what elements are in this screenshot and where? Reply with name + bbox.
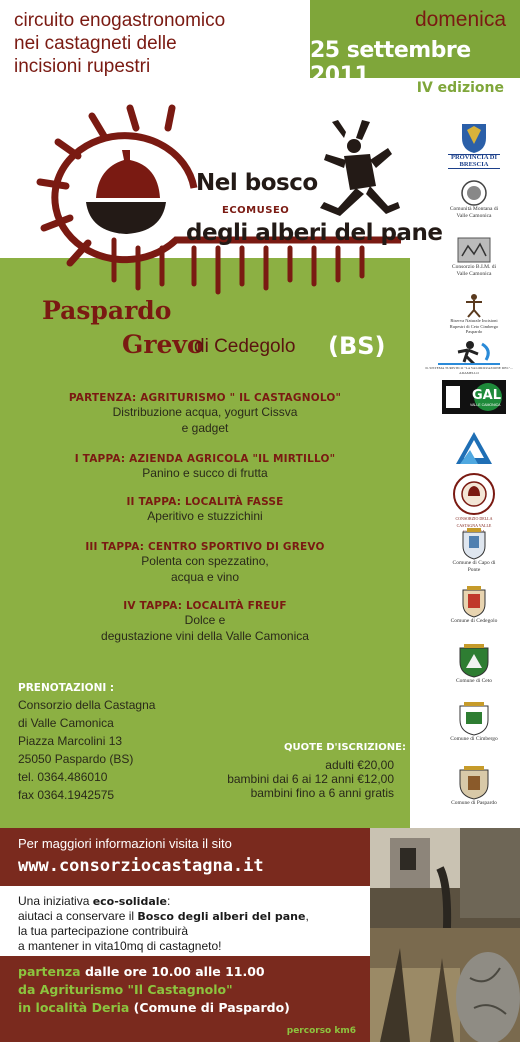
rock-figure-icon	[460, 292, 488, 318]
eco-highlight: eco-solidale	[92, 895, 167, 908]
route-length: percorso km6	[286, 1026, 356, 1036]
engraving-icon	[456, 236, 492, 264]
mountains-icon	[454, 430, 494, 466]
logo-caption: CONSORZIO DELLA CASTAGNA VALLE	[455, 516, 493, 528]
logo-caption: Comune di Cimbergo	[450, 736, 498, 742]
booking-line: di Valle Camonica	[18, 716, 114, 730]
booking-heading: PRENOTAZIONI :	[18, 682, 115, 694]
header-line-1: circuito enogastronomico	[14, 10, 226, 31]
event-date: 25 settembre 2011	[310, 38, 471, 88]
gal-label: GAL	[472, 388, 502, 403]
logo-consorzio-bim	[448, 236, 500, 277]
eco-line-3: la tua partecipazione contribuirà	[18, 924, 189, 938]
logo-caption: Comune di Capo di Ponte	[452, 560, 496, 573]
stage-desc: Polenta con spezzatino,	[141, 554, 269, 568]
fee-line: bambini dai 6 ai 12 anni €12,00	[227, 772, 394, 786]
stage-title: III TAPPA: CENTRO SPORTIVO DI GREVO	[85, 541, 325, 553]
stage-title: IV TAPPA: LOCALITÀ FREUF	[123, 600, 287, 612]
departure-section	[0, 956, 370, 1042]
departure-label: partenza	[18, 964, 81, 979]
coat-of-arms-icon	[459, 120, 489, 154]
departure-place: in località Deria	[18, 1000, 130, 1015]
eco-solidale-section	[0, 886, 370, 956]
logo-caption: Comune di Paspardo	[451, 800, 497, 806]
runner-figure-icon	[438, 340, 500, 366]
stage-desc: Panino e succo di frutta	[142, 466, 268, 480]
logo-caption: Consorzio B.I.M. di Valle Camonica	[451, 264, 497, 277]
eco-text: :	[166, 894, 171, 908]
event-title-line-1: Nel bosco	[196, 170, 318, 196]
photo-collage-image	[370, 828, 520, 1042]
logo-caption: Comune di Cedegolo	[450, 618, 498, 624]
stage-title: II TAPPA: LOCALITÀ FASSE	[126, 496, 284, 508]
stage-start	[0, 392, 410, 436]
website-link[interactable]: www.consorziocastagna.it	[18, 856, 264, 876]
departure-line-3	[18, 1000, 290, 1015]
logo-caption: Comune di Ceto	[455, 678, 493, 684]
chestnut-wood-photo	[370, 828, 520, 1042]
booking-line: Consorzio della Castagna	[18, 698, 156, 712]
departure-time: dalle ore 10.00 alle 11.00	[80, 964, 265, 979]
stage-desc: degustazione vini della Valle Camonica	[101, 629, 309, 643]
logo-gal	[442, 380, 506, 414]
stage-desc: e gadget	[181, 421, 229, 435]
logo-comune-paspardo	[448, 764, 500, 807]
booking-line: 25050 Paspardo (BS)	[18, 752, 134, 766]
header-line-3: incisioni rupestri	[14, 56, 151, 77]
place-paspardo: Paspardo	[42, 296, 172, 325]
gal-sublabel: VALLE CAMONICA	[470, 403, 501, 407]
coat-of-arms-icon	[459, 584, 489, 618]
header-line-2: nei castagneti delle	[14, 33, 177, 54]
place-province: (BS)	[328, 332, 386, 360]
edition-label: IV edizione	[416, 80, 504, 96]
place-grevo: Grevo	[122, 330, 204, 359]
fees-list	[227, 758, 394, 800]
logo-provincia-brescia	[448, 120, 500, 169]
booking-fax: fax 0364.1942575	[18, 788, 115, 802]
stage-4	[0, 600, 410, 644]
eco-text: ,	[305, 909, 309, 923]
eco-highlight: Bosco degli alberi del pane	[137, 910, 306, 923]
departure-line-1	[18, 964, 265, 979]
stage-title: PARTENZA: AGRITURISMO " IL CASTAGNOLO"	[68, 392, 342, 404]
logo-mountains	[448, 430, 500, 466]
info-band	[0, 828, 370, 886]
logo-caption: Riserva Naturale Incisioni Rupestri di Ceto Cimbergo Paspardo	[449, 318, 499, 334]
logo-caption: PROVINCIA DI BRESCIA	[448, 154, 500, 169]
stage-2	[0, 496, 410, 524]
eco-line-2	[18, 909, 309, 923]
fee-line: bambini fino a 6 anni gratis	[250, 786, 394, 800]
ecomuseo-label: ECOMUSEO	[222, 205, 290, 216]
logo-comune-cimbergo	[448, 700, 500, 743]
event-title-line-2: degli alberi del pane	[186, 220, 443, 246]
logo-comunita-montana	[448, 180, 500, 219]
stage-desc: Aperitivo e stuzzichini	[147, 509, 263, 523]
logo-sistema-turistico	[420, 340, 518, 375]
fees-heading: QUOTE D'ISCRIZIONE:	[284, 742, 406, 753]
logo-caption: IL SISTEMA TURISTICO "LA VALORIZZAZIONE DEL"... ADAMELLO	[425, 366, 513, 375]
logo-comune-capo-di-ponte	[448, 526, 500, 573]
departure-comune: (Comune di Paspardo)	[129, 1000, 290, 1015]
eco-text: Una iniziativa	[18, 894, 93, 908]
stage-desc: acqua e vino	[170, 570, 240, 584]
stage-3	[0, 541, 410, 585]
booking-line: Piazza Marcolini 13	[18, 734, 123, 748]
eco-line-4: a mantener in vita10mq di castagneto!	[18, 939, 222, 953]
departure-line-2: da Agriturismo "Il Castagnolo"	[18, 982, 233, 997]
logo-comune-cedegolo	[448, 584, 500, 625]
booking-details	[18, 696, 155, 804]
place-cedegolo: di Cedegolo	[194, 336, 296, 357]
event-logo-graphic	[26, 98, 416, 298]
stage-1	[0, 453, 410, 481]
chestnut-seal-icon	[452, 472, 496, 516]
booking-phone: tel. 0364.486010	[18, 770, 108, 784]
stage-desc: Distribuzione acqua, yogurt Cissva	[112, 405, 298, 419]
eco-line-1	[18, 894, 170, 908]
stage-desc: Dolce e	[184, 613, 226, 627]
coat-of-arms-icon	[456, 642, 492, 678]
coat-of-arms-icon	[456, 700, 492, 736]
logo-riserva-incisioni	[448, 292, 500, 335]
eco-text: aiutaci a conservare il	[18, 909, 138, 923]
seal-icon	[456, 180, 492, 206]
info-text: Per maggiori informazioni visita il sito	[18, 836, 232, 851]
logo-caption: Comunità Montana di Valle Camonica	[449, 206, 499, 219]
stage-title: I TAPPA: AZIENDA AGRICOLA "IL MIRTILLO"	[74, 453, 336, 465]
coat-of-arms-icon	[459, 526, 489, 560]
logo-comune-ceto	[448, 642, 500, 685]
fee-line: adulti €20,00	[325, 758, 394, 772]
event-day: domenica	[414, 8, 506, 31]
coat-of-arms-icon	[456, 764, 492, 800]
